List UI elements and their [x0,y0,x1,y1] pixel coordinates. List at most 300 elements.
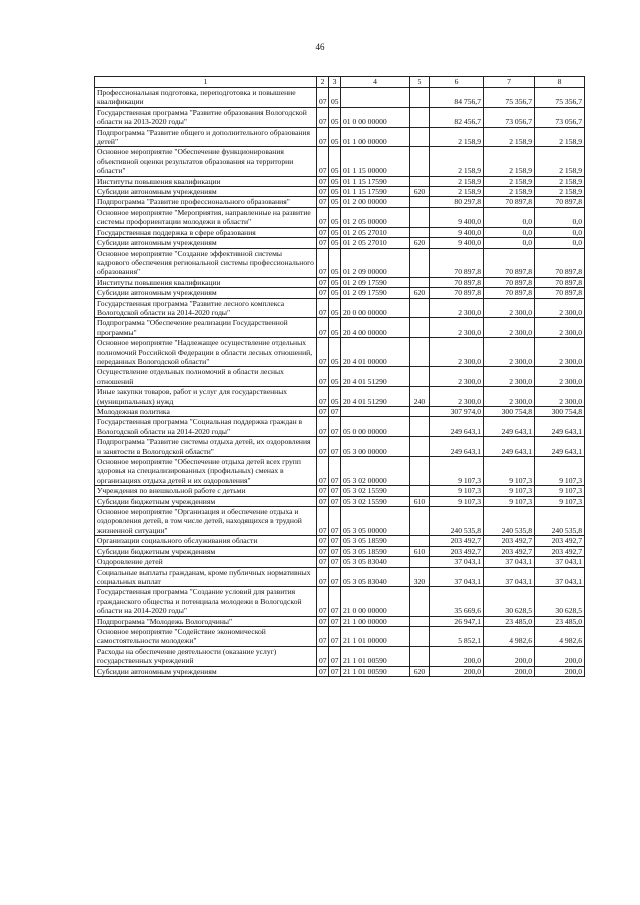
subsection-code-cell: 05 [329,127,341,147]
row-name-cell: Государственная программа "Социальная поддержка граждан в Вологодской области на 2014-2020 годы" [95,417,317,437]
amount-cell-col7: 0,0 [484,227,535,237]
subsection-code-cell: 07 [329,587,341,616]
row-name-cell: Подпрограмма "Обеспечение реализации Государственной программы" [95,318,317,338]
target-article-cell: 01 0 00 00000 [341,107,410,127]
amount-cell-col6: 9 400,0 [430,227,484,237]
expense-type-cell [410,318,430,338]
amount-cell-col6: 2 300,0 [430,338,484,367]
row-name-cell: Оздоровление детей [95,557,317,567]
target-article-cell: 05 3 00 00000 [341,437,410,457]
row-name-cell: Субсидии бюджетным учреждениям [95,546,317,556]
amount-cell-col8: 2 158,9 [535,187,585,197]
subsection-code-cell: 05 [329,187,341,197]
target-article-cell: 01 2 09 00000 [341,248,410,277]
subsection-code-cell: 07 [329,486,341,496]
target-article-cell: 05 3 02 15590 [341,496,410,506]
expense-type-cell: 320 [410,567,430,587]
subsection-code-cell: 05 [329,197,341,207]
target-article-cell: 05 3 05 18590 [341,546,410,556]
expense-type-cell [410,486,430,496]
target-article-cell: 01 2 05 27010 [341,238,410,248]
section-code-cell: 07 [317,277,329,287]
amount-cell-col7: 200,0 [484,666,535,676]
amount-cell-col8: 249 643,1 [535,417,585,437]
target-article-cell: 20 4 01 00000 [341,338,410,367]
subsection-code-cell: 07 [329,457,341,486]
expense-type-cell [410,127,430,147]
row-name-cell: Подпрограмма "Молодежь Вологодчины" [95,616,317,626]
amount-cell-col6: 9 107,3 [430,496,484,506]
section-code-cell: 07 [317,197,329,207]
expense-type-cell [410,457,430,486]
row-name-cell: Организации социального обслуживания области [95,536,317,546]
target-article-cell: 05 0 00 00000 [341,417,410,437]
expense-type-cell [410,587,430,616]
amount-cell-col7: 70 897,8 [484,277,535,287]
amount-cell-col6: 37 043,1 [430,567,484,587]
subsection-code-cell: 05 [329,367,341,387]
amount-cell-col6: 9 400,0 [430,207,484,227]
amount-cell-col6: 203 492,7 [430,546,484,556]
subsection-code-cell: 05 [329,238,341,248]
header-cell: 5 [410,77,430,88]
amount-cell-col8: 2 158,9 [535,127,585,147]
section-code-cell: 07 [317,536,329,546]
amount-cell-col8: 2 300,0 [535,298,585,318]
row-name-cell: Основное мероприятие "Надлежащее осуществление отдельных полномочий Российской Федерации в области лесных отношений, переданных Вологодской области" [95,338,317,367]
amount-cell-col6: 2 158,9 [430,147,484,176]
expense-type-cell [410,646,430,666]
amount-cell-col8: 70 897,8 [535,248,585,277]
amount-cell-col8: 23 485,0 [535,616,585,626]
table-row [95,298,585,318]
amount-cell-col8: 200,0 [535,646,585,666]
row-name-cell: Субсидии автономным учреждениям [95,288,317,298]
section-code-cell: 07 [317,557,329,567]
row-name-cell: Основное мероприятие "Содействие экономической самостоятельности молодежи" [95,626,317,646]
amount-cell-col8: 203 492,7 [535,546,585,556]
table-row [95,407,585,417]
amount-cell-col7: 75 356,7 [484,88,535,108]
amount-cell-col6: 2 300,0 [430,298,484,318]
amount-cell-col8: 75 356,7 [535,88,585,108]
table-row [95,437,585,457]
section-code-cell: 07 [317,496,329,506]
amount-cell-col6: 2 300,0 [430,318,484,338]
expense-type-cell [410,557,430,567]
section-code-cell: 07 [317,127,329,147]
amount-cell-col7: 2 158,9 [484,176,535,186]
row-name-cell: Подпрограмма "Развитие общего и дополнительного образования детей" [95,127,317,147]
target-article-cell: 01 1 15 17590 [341,176,410,186]
expense-type-cell [410,417,430,437]
header-cell: 8 [535,77,585,88]
section-code-cell: 07 [317,626,329,646]
subsection-code-cell: 05 [329,107,341,127]
expense-type-cell [410,616,430,626]
row-name-cell: Иные закупки товаров, работ и услуг для государственных (муниципальных) нужд [95,387,317,407]
section-code-cell: 07 [317,338,329,367]
amount-cell-col7: 9 107,3 [484,496,535,506]
subsection-code-cell: 07 [329,557,341,567]
subsection-code-cell: 07 [329,437,341,457]
subsection-code-cell: 07 [329,407,341,417]
amount-cell-col7: 30 628,5 [484,587,535,616]
table-row [95,587,585,616]
target-article-cell: 05 3 05 83040 [341,557,410,567]
amount-cell-col6: 2 158,9 [430,187,484,197]
subsection-code-cell: 05 [329,227,341,237]
amount-cell-col6: 70 897,8 [430,248,484,277]
target-article-cell: 05 3 02 15590 [341,486,410,496]
table-row [95,277,585,287]
expense-type-cell [410,277,430,287]
target-article-cell: 01 2 05 27010 [341,227,410,237]
subsection-code-cell: 07 [329,417,341,437]
section-code-cell: 07 [317,107,329,127]
subsection-code-cell: 05 [329,147,341,176]
table-row [95,616,585,626]
target-article-cell: 05 3 05 00000 [341,507,410,536]
amount-cell-col6: 80 297,8 [430,197,484,207]
table-row [95,367,585,387]
amount-cell-col7: 2 300,0 [484,387,535,407]
subsection-code-cell: 07 [329,507,341,536]
section-code-cell: 07 [317,88,329,108]
expense-type-cell [410,338,430,367]
subsection-code-cell: 07 [329,536,341,546]
subsection-code-cell: 05 [329,277,341,287]
target-article-cell: 01 1 00 00000 [341,127,410,147]
amount-cell-col8: 37 043,1 [535,567,585,587]
expense-type-cell [410,507,430,536]
amount-cell-col6: 70 897,8 [430,277,484,287]
row-name-cell: Расходы на обеспечение деятельности (оказание услуг) государственных учреждений [95,646,317,666]
amount-cell-col8: 249 643,1 [535,437,585,457]
amount-cell-col7: 2 300,0 [484,298,535,318]
row-name-cell: Субсидии автономным учреждениям [95,666,317,676]
row-name-cell: Основное мероприятие "Обеспечение функционирования объективной оценки результатов образования на территории области" [95,147,317,176]
amount-cell-col8: 70 897,8 [535,197,585,207]
amount-cell-col6: 2 300,0 [430,387,484,407]
amount-cell-col7: 249 643,1 [484,437,535,457]
amount-cell-col6: 5 852,1 [430,626,484,646]
section-code-cell: 07 [317,646,329,666]
row-name-cell: Субсидии бюджетным учреждениям [95,496,317,506]
table-row [95,248,585,277]
amount-cell-col6: 307 974,0 [430,407,484,417]
amount-cell-col6: 37 043,1 [430,557,484,567]
expense-type-cell [410,367,430,387]
amount-cell-col7: 249 643,1 [484,417,535,437]
table-row [95,546,585,556]
expense-type-cell [410,207,430,227]
target-article-cell: 01 2 05 00000 [341,207,410,227]
table-row [95,107,585,127]
amount-cell-col8: 0,0 [535,227,585,237]
amount-cell-col6: 26 947,1 [430,616,484,626]
amount-cell-col7: 2 158,9 [484,127,535,147]
row-name-cell: Основное мероприятие "Обеспечение отдыха детей всех групп здоровья на специализированных (профильных) сменах в организациях отдыха детей и их оздоровления" [95,457,317,486]
amount-cell-col8: 2 300,0 [535,318,585,338]
section-code-cell: 07 [317,318,329,338]
table-row [95,646,585,666]
target-article-cell: 01 2 00 00000 [341,197,410,207]
subsection-code-cell: 07 [329,646,341,666]
table-row [95,127,585,147]
subsection-code-cell: 05 [329,318,341,338]
section-code-cell: 07 [317,417,329,437]
row-name-cell: Субсидии автономным учреждениям [95,187,317,197]
amount-cell-col8: 2 300,0 [535,387,585,407]
target-article-cell: 21 1 01 00000 [341,626,410,646]
subsection-code-cell: 05 [329,176,341,186]
amount-cell-col6: 70 897,8 [430,288,484,298]
table-row [95,288,585,298]
table-row [95,197,585,207]
amount-cell-col8: 70 897,8 [535,277,585,287]
table-row [95,147,585,176]
amount-cell-col8: 30 628,5 [535,587,585,616]
expense-type-cell: 240 [410,387,430,407]
header-cell: 1 [95,77,317,88]
page-number: 46 [315,42,325,52]
expense-type-cell: 620 [410,288,430,298]
table-row [95,666,585,676]
row-name-cell: Государственная программа "Создание условий для развития гражданского общества и потенциала молодежи в Вологодской области на 2014-2020 годы" [95,587,317,616]
header-cell: 7 [484,77,535,88]
amount-cell-col8: 70 897,8 [535,288,585,298]
target-article-cell: 01 2 09 17590 [341,288,410,298]
amount-cell-col8: 4 982,6 [535,626,585,646]
amount-cell-col7: 70 897,8 [484,248,535,277]
table-row [95,536,585,546]
expense-type-cell [410,88,430,108]
table-row [95,626,585,646]
subsection-code-cell: 05 [329,387,341,407]
table-row [95,318,585,338]
amount-cell-col8: 2 300,0 [535,367,585,387]
target-article-cell [341,88,410,108]
subsection-code-cell: 05 [329,248,341,277]
expense-type-cell [410,536,430,546]
amount-cell-col7: 2 300,0 [484,338,535,367]
row-name-cell: Институты повышения квалификации [95,277,317,287]
amount-cell-col7: 2 158,9 [484,187,535,197]
table-row [95,227,585,237]
section-code-cell: 07 [317,176,329,186]
section-code-cell: 07 [317,187,329,197]
amount-cell-col8: 9 107,3 [535,496,585,506]
section-code-cell: 07 [317,147,329,176]
section-code-cell: 07 [317,567,329,587]
target-article-cell: 21 1 01 00590 [341,646,410,666]
amount-cell-col6: 2 158,9 [430,176,484,186]
amount-cell-col8: 2 158,9 [535,147,585,176]
row-name-cell: Профессиональная подготовка, переподготовка и повышение квалификации [95,88,317,108]
amount-cell-col6: 84 756,7 [430,88,484,108]
subsection-code-cell: 07 [329,567,341,587]
row-name-cell: Осуществление отдельных полномочий в области лесных отношений [95,367,317,387]
table-row [95,507,585,536]
amount-cell-col8: 200,0 [535,666,585,676]
row-name-cell: Институты повышения квалификации [95,176,317,186]
section-code-cell: 07 [317,666,329,676]
target-article-cell: 21 0 00 00000 [341,587,410,616]
expense-type-cell: 620 [410,666,430,676]
target-article-cell: 05 3 05 18590 [341,536,410,546]
amount-cell-col7: 70 897,8 [484,288,535,298]
target-article-cell: 20 0 00 00000 [341,298,410,318]
amount-cell-col7: 2 158,9 [484,147,535,176]
budget-table [94,76,585,677]
header-cell: 4 [341,77,410,88]
expense-type-cell [410,248,430,277]
section-code-cell: 07 [317,298,329,318]
subsection-code-cell: 05 [329,88,341,108]
section-code-cell: 07 [317,407,329,417]
target-article-cell: 21 1 01 00590 [341,666,410,676]
table-row [95,387,585,407]
amount-cell-col8: 2 158,9 [535,176,585,186]
amount-cell-col6: 2 158,9 [430,127,484,147]
expense-type-cell [410,626,430,646]
expense-type-cell [410,437,430,457]
table-row [95,88,585,108]
table-row [95,338,585,367]
section-code-cell: 07 [317,457,329,486]
amount-cell-col7: 200,0 [484,646,535,666]
expense-type-cell [410,147,430,176]
subsection-code-cell: 07 [329,546,341,556]
amount-cell-col7: 9 107,3 [484,486,535,496]
section-code-cell: 07 [317,486,329,496]
subsection-code-cell: 07 [329,616,341,626]
amount-cell-col6: 200,0 [430,646,484,666]
amount-cell-col7: 23 485,0 [484,616,535,626]
expense-type-cell [410,407,430,417]
row-name-cell: Государственная программа "Развитие образования Вологодской области на 2013-2020 годы" [95,107,317,127]
subsection-code-cell: 07 [329,666,341,676]
target-article-cell [341,407,410,417]
subsection-code-cell: 05 [329,338,341,367]
expense-type-cell [410,197,430,207]
amount-cell-col8: 37 043,1 [535,557,585,567]
expense-type-cell [410,107,430,127]
amount-cell-col7: 300 754,8 [484,407,535,417]
header-cell: 6 [430,77,484,88]
table-row [95,176,585,186]
row-name-cell: Основное мероприятие "Создание эффективной системы кадрового обеспечения региональной системы профессионального образования" [95,248,317,277]
amount-cell-col7: 70 897,8 [484,197,535,207]
row-name-cell: Государственная поддержка в сфере образования [95,227,317,237]
target-article-cell: 21 1 00 00000 [341,616,410,626]
header-cell: 2 [317,77,329,88]
section-code-cell: 07 [317,238,329,248]
table-row [95,187,585,197]
header-cell: 3 [329,77,341,88]
expense-type-cell: 610 [410,546,430,556]
amount-cell-col7: 2 300,0 [484,318,535,338]
amount-cell-col7: 9 107,3 [484,457,535,486]
amount-cell-col8: 9 107,3 [535,486,585,496]
amount-cell-col6: 249 643,1 [430,417,484,437]
amount-cell-col6: 203 492,7 [430,536,484,546]
amount-cell-col6: 9 107,3 [430,457,484,486]
target-article-cell: 05 3 05 83040 [341,567,410,587]
target-article-cell: 20 4 00 00000 [341,318,410,338]
amount-cell-col7: 240 535,8 [484,507,535,536]
section-code-cell: 07 [317,288,329,298]
expense-type-cell [410,227,430,237]
table-row [95,238,585,248]
row-name-cell: Основное мероприятие "Организация и обеспечение отдыха и оздоровления детей, в том числе детей, находящихся в трудной жизненной ситуации" [95,507,317,536]
subsection-code-cell: 07 [329,626,341,646]
amount-cell-col7: 73 056,7 [484,107,535,127]
amount-cell-col7: 203 492,7 [484,536,535,546]
table-row [95,207,585,227]
expense-type-cell [410,176,430,186]
section-code-cell: 07 [317,507,329,536]
section-code-cell: 07 [317,616,329,626]
row-name-cell: Подпрограмма "Развитие системы отдыха детей, их оздоровления и занятости в Вологодской области" [95,437,317,457]
subsection-code-cell: 05 [329,207,341,227]
row-name-cell: Молодежная политика [95,407,317,417]
amount-cell-col6: 249 643,1 [430,437,484,457]
expense-type-cell [410,298,430,318]
expense-type-cell: 610 [410,496,430,506]
subsection-code-cell: 05 [329,298,341,318]
amount-cell-col7: 0,0 [484,207,535,227]
amount-cell-col7: 2 300,0 [484,367,535,387]
target-article-cell: 01 1 15 17590 [341,187,410,197]
section-code-cell: 07 [317,207,329,227]
amount-cell-col8: 203 492,7 [535,536,585,546]
target-article-cell: 05 3 02 00000 [341,457,410,486]
target-article-cell: 01 1 15 00000 [341,147,410,176]
subsection-code-cell: 07 [329,496,341,506]
table-row [95,457,585,486]
amount-cell-col8: 0,0 [535,207,585,227]
amount-cell-col6: 200,0 [430,666,484,676]
amount-cell-col6: 82 456,7 [430,107,484,127]
amount-cell-col8: 9 107,3 [535,457,585,486]
amount-cell-col7: 0,0 [484,238,535,248]
target-article-cell: 20 4 01 51290 [341,387,410,407]
section-code-cell: 07 [317,227,329,237]
row-name-cell: Государственная программа "Развитие лесного комплекса Вологодской области на 2014-2020 годы" [95,298,317,318]
row-name-cell: Субсидии автономным учреждениям [95,238,317,248]
expense-type-cell: 620 [410,187,430,197]
table-row [95,417,585,437]
row-name-cell: Учреждения по внешкольной работе с детьми [95,486,317,496]
amount-cell-col7: 37 043,1 [484,557,535,567]
amount-cell-col7: 4 982,6 [484,626,535,646]
row-name-cell: Социальные выплаты гражданам, кроме публичных нормативных социальных выплат [95,567,317,587]
amount-cell-col6: 9 400,0 [430,238,484,248]
row-name-cell: Основное мероприятие "Мероприятия, направленные на развитие системы профориентации молодежи в области" [95,207,317,227]
expense-type-cell: 620 [410,238,430,248]
section-code-cell: 07 [317,546,329,556]
amount-cell-col6: 35 669,6 [430,587,484,616]
target-article-cell: 01 2 09 17590 [341,277,410,287]
row-name-cell: Подпрограмма "Развитие профессионального образования" [95,197,317,207]
table-row [95,567,585,587]
section-code-cell: 07 [317,367,329,387]
amount-cell-col8: 73 056,7 [535,107,585,127]
section-code-cell: 07 [317,387,329,407]
table-row [95,496,585,506]
